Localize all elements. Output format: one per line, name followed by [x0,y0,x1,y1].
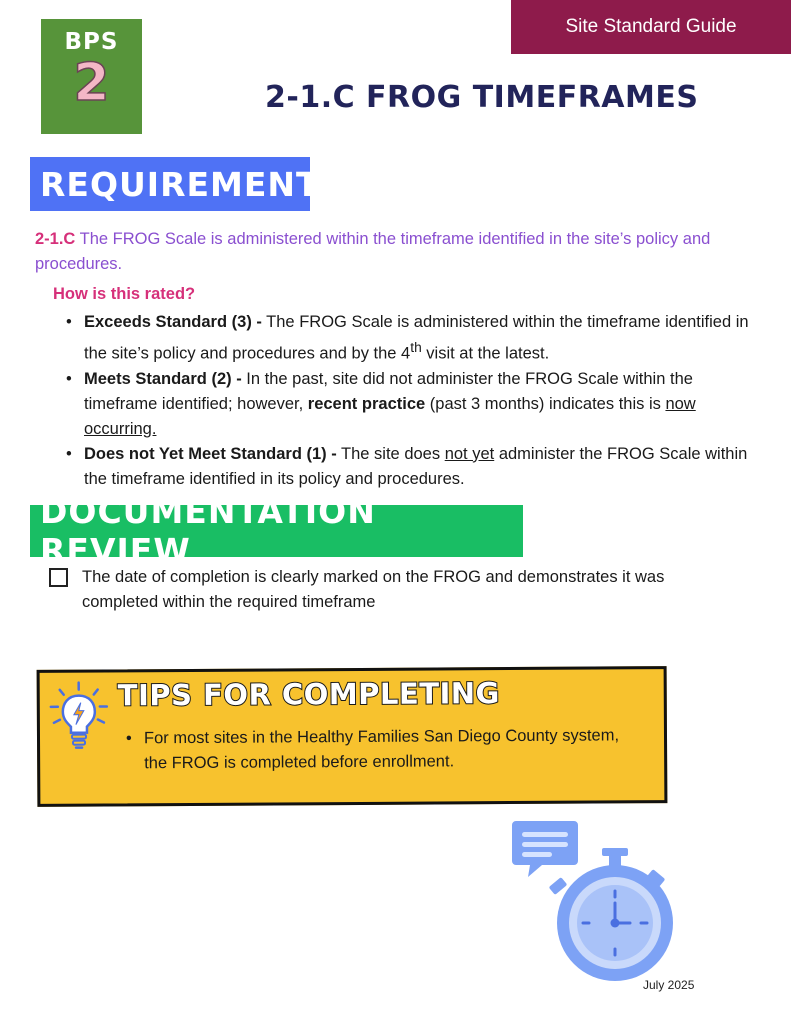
documentation-review-heading: DOCUMENTATION REVIEW [30,505,523,557]
rating-text: visit at the latest. [421,344,550,363]
rating-text: The site does [336,444,445,463]
stopwatch-chat-icon [508,815,683,990]
requirement-heading: REQUIREMENT [30,157,310,211]
rating-emphasis: recent practice [307,394,426,413]
rating-item-exceeds [60,310,750,367]
lightbulb-icon [48,680,110,750]
rating-list [60,310,750,492]
rating-text: (past 3 months) indicates this is [425,394,666,413]
requirement-text [35,227,745,277]
tips-list-item: • For most sites in the Healthy Families San Diego County system, the FROG is completed before enrollment. [122,723,642,776]
tips-box [37,666,668,807]
requirement-description: The FROG Scale is administered within the timeframe identified in the site’s policy and procedures. [35,230,711,273]
rating-label: Exceeds Standard (3) - [84,313,262,331]
rating-heading: How is this rated? [53,285,196,303]
rating-text: administer the FROG Scale within the timeframe identified in its policy and procedures. [84,444,748,488]
tips-heading: TIPS FOR COMPLETING [117,676,501,713]
rating-label: Meets Standard (2) - [84,369,242,388]
bps-badge-label: BPS [64,29,119,55]
site-standard-guide-tag: Site Standard Guide [511,0,791,54]
documentation-item-text: The date of completion is clearly marked on the FROG and demonstrates it was completed within the required timeframe [82,568,665,611]
documentation-item [49,565,699,615]
rating-superscript: th [410,340,422,355]
rating-text: The FROG Scale is administered within the timeframe identified in the site’s policy and procedures and by the 4 [84,313,749,363]
rating-item-not-yet-meets [60,442,750,492]
rating-item-meets [60,367,750,442]
footer-date: July 2025 [643,978,695,992]
requirement-code: 2-1.C [35,230,76,248]
rating-label: Does not Yet Meet Standard (1) - [84,444,337,463]
page-title: 2-1.C FROG TIMEFRAMES [265,80,699,115]
documentation-checkbox[interactable] [49,568,68,587]
rating-underline: now occurring. [84,394,696,438]
bps-badge [41,19,142,134]
rating-underline: not yet [444,444,495,463]
tips-list [122,723,642,776]
rating-text: In the past, site did not administer the FROG Scale within the timeframe identified; however, [84,369,693,413]
bps-badge-number: 2 [73,53,110,113]
